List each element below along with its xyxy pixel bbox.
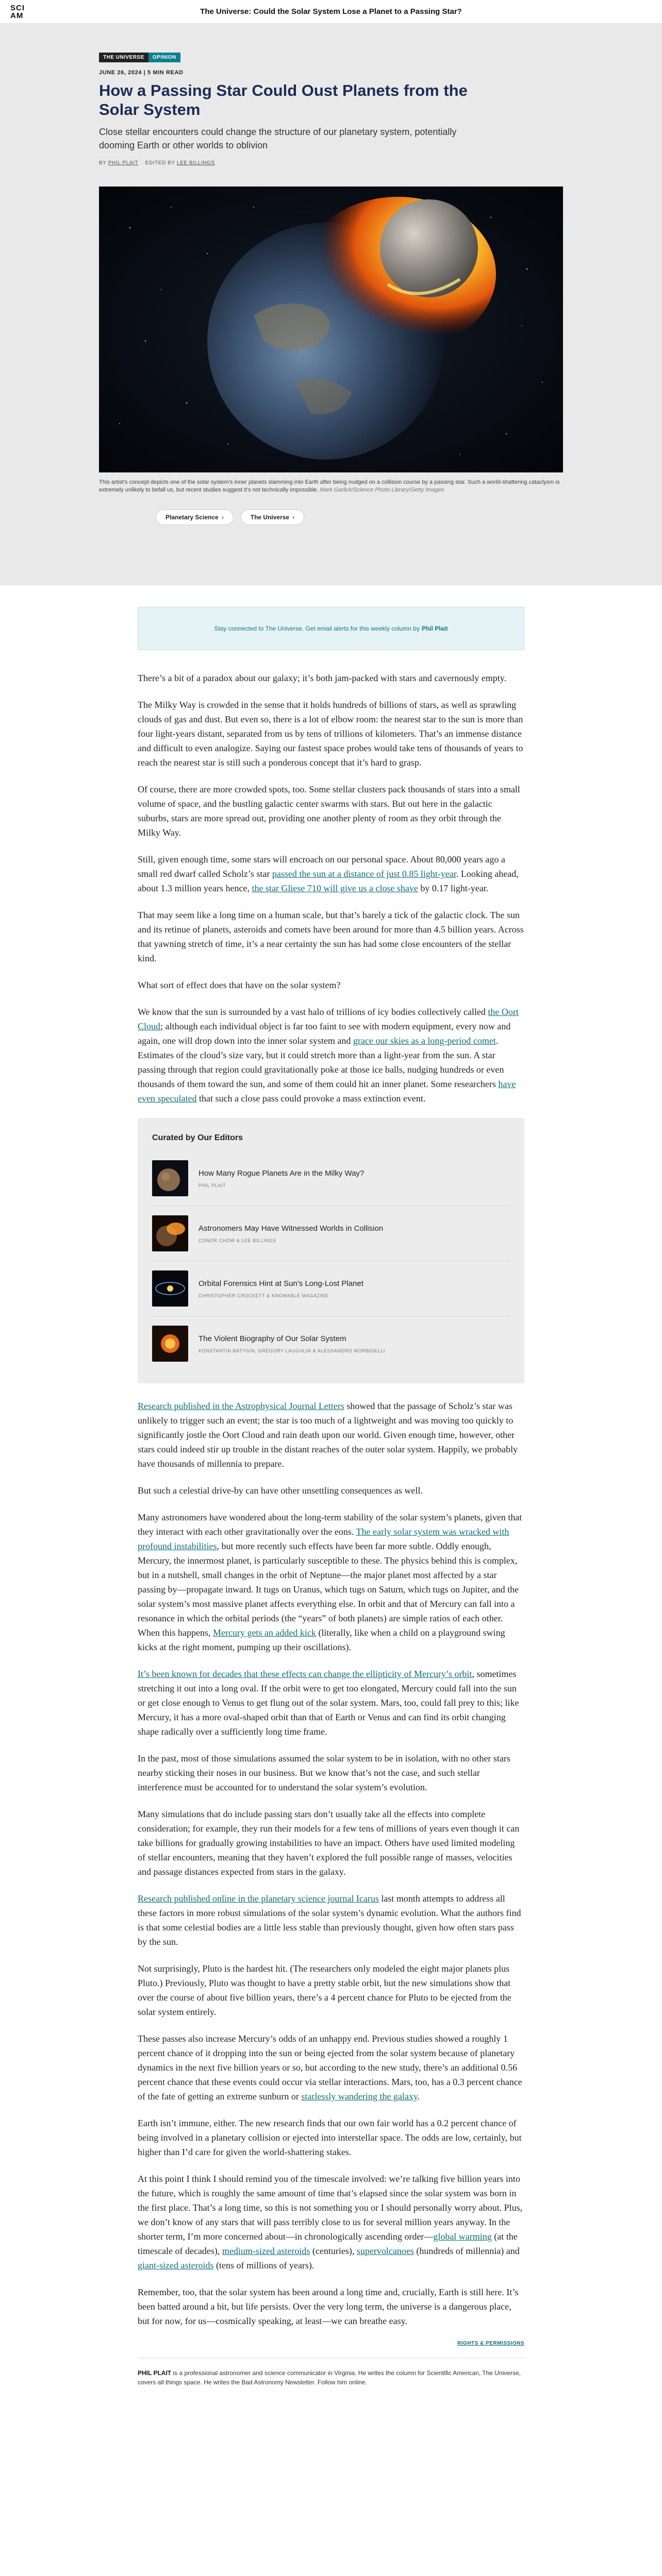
inline-link[interactable]: supervolcanoes — [356, 2246, 414, 2256]
tag-list — [99, 53, 563, 62]
text: last month attempts to address all these factors in more robust simulations of the solar system’s dynamic evolution. What the authors find is that some celestial bodies are a little less stable than previously thought, given how often stars pass by the sun. — [138, 1893, 521, 1947]
paragraph: Not surprisingly, Pluto is the hardest hit. (The researchers only modeled the eight major planets plus Pluto.) Previously, Pluto was thought to have a pretty stable orbit, but the new simulations show that over the course of about five billion years, there’s a 4 percent chance for Pluto to be ejected from the solar system entirely. — [138, 1963, 511, 2017]
caption-text: This artist’s concept depicts one of the solar system’s inner planets slamming into Earth after being nudged on a collision course by a passing star. Such a world-shattering cataclysm is extremely unlikely to befall us, but recent studies suggest it’s not technically impossible. — [99, 479, 560, 493]
editor-pick-title[interactable]: Astronomers May Have Witnessed Worlds in Collision — [198, 1224, 384, 1233]
paragraph: Earth isn’t immune, either. The new research finds that our own fair world has a 0.2 percent chance of being involved in a planetary collision or ejected into interstellar space. The odds are low, certainly, but higher than I’d care for given the world-shattering stakes. — [138, 2118, 522, 2157]
editor-pick-title[interactable]: Orbital Forensics Hint at Sun’s Long-Lost Planet — [198, 1279, 363, 1288]
newsletter-author[interactable]: Phil Plait — [421, 625, 448, 632]
text: (hundreds of millennia) and — [413, 2246, 520, 2256]
editor-pick-item[interactable] — [152, 1261, 510, 1316]
newsletter-signup-banner[interactable] — [138, 607, 524, 650]
inline-link[interactable]: grace our skies as a long-period comet — [353, 1036, 496, 1046]
inline-link[interactable]: Research published online in the planetary science journal Icarus — [138, 1893, 379, 1904]
inline-link[interactable]: global warming — [433, 2231, 492, 2242]
tag-column[interactable]: THE UNIVERSE — [99, 53, 148, 62]
editor-pick-author: KONSTANTIN BATYGIN, GREGORY LAUGHLIN & ALESSANDRO MORBIDELLI — [198, 1348, 385, 1353]
bio-author-name[interactable]: PHIL PLAIT — [138, 2369, 172, 2377]
inline-link[interactable]: passed the sun at a distance of just 0.85 light-year — [272, 869, 456, 879]
paragraph: That may seem like a long time on a human scale, but that’s barely a tick of the galactic clock. The sun and its retinue of planets, asteroids and comets have been around for more than 4.5 billion years. Across that yawning stretch of time, it’s a near certainty the sun has had some close encounters of the stellar kind. — [138, 910, 524, 963]
inline-link[interactable]: the star Gliese 710 will give us a close shave — [252, 883, 418, 893]
inline-link[interactable]: It’s been known for decades that these effects can change the ellipticity of Mercury’s orbit — [138, 1669, 472, 1679]
editor-pick-item[interactable] — [152, 1151, 510, 1206]
rogue-planet-thumbnail — [152, 1160, 188, 1196]
site-logo[interactable]: SCI AM — [10, 3, 25, 20]
text: We know that the sun is surrounded by a vast halo of trillions of icy bodies collectively called — [138, 1007, 488, 1017]
editors-heading: Curated by Our Editors — [152, 1133, 243, 1142]
paragraph: Of course, there are more crowded spots, too. Some stellar clusters pack thousands of stars into a small volume of space, and the bustling galactic center swarms with stars. But out here in the galactic suburbs, stars are more spread out, providing one another plenty of room as they orbit through the Milky Way. — [138, 784, 520, 838]
text: (tens of millions of years). — [213, 2260, 315, 2270]
editor-pick-title[interactable]: How Many Rogue Planets Are in the Milky Way? — [198, 1169, 365, 1178]
text: These passes also increase Mercury’s odds of an unhappy end. Previous studies showed a roughly 1 percent chance of it dropping into the sun or being ejected from the solar system because of planetary dynamics in the next five billion years or so, but according to the new study, there’s an additional 0.56 percent chance that these events could occur via stellar interactions. Mars, too, has a 0.3 percent chance of the fate of getting an extreme sunburn or — [138, 2033, 522, 2102]
text: by 0.17 light-year. — [418, 883, 489, 893]
text: Many astronomers have wondered about the long-term stability of the solar system’s planets, given that they interact with each other gravitationally over the eons. — [138, 1512, 522, 1537]
paragraph — [138, 1005, 524, 1106]
paragraph: What sort of effect does that have on the solar system? — [138, 980, 341, 990]
paragraph: But such a celestial drive-by can have other unsettling consequences as well. — [138, 1485, 423, 1496]
solar-system-thumbnail — [152, 1326, 188, 1362]
editor-prefix: EDITED BY — [145, 160, 175, 166]
paragraph: The Milky Way is crowded in the sense that it holds hundreds of billions of stars, as well as sprawling clouds of gas and dust. But even so, there is a lot of elbow room: the nearest star to the sun is more than four light-years distant, separated from us by tens of trillions of kilometers. That’s an immense distance and difficult to even analogize. Saying our fastest space probes would take tens of thousands of years to reach the nearest star is still such a ponderous concept that it’s hard to grasp. — [138, 700, 523, 768]
text: that such a close pass could provoke a mass extinction event. — [196, 1093, 426, 1104]
hero-image — [99, 187, 563, 472]
byline-prefix: BY — [99, 160, 107, 166]
text: (at the timescale of decades), — [138, 2231, 518, 2256]
byline — [99, 160, 563, 166]
top-bar — [0, 0, 662, 24]
editor-pick-item[interactable] — [152, 1206, 510, 1261]
paragraph — [138, 2031, 524, 2104]
paragraph — [138, 1510, 524, 1654]
text: . Estimates of the cloud’s size vary, but it could stretch more than a light-year from the sun. A star passing through that region could gravitationally poke at those ice balls, nudging hundreds or even thousands of them toward the sun, and some of them could hit an inner planet. Some researchers — [138, 1036, 504, 1089]
rights-permissions-link[interactable]: RIGHTS & PERMISSIONS — [457, 2341, 524, 2346]
article-hero — [0, 24, 662, 585]
paragraph — [138, 2172, 524, 2273]
author-bio — [138, 2358, 524, 2387]
text: Still, given enough time, some stars will encroach on our personal space. About 80,000 years ago a small red dwarf called Scholz’s star — [138, 854, 505, 879]
topic-chips — [99, 510, 563, 525]
author-link[interactable]: PHIL PLAIT — [108, 160, 138, 166]
planet-collision-illustration — [99, 187, 563, 472]
paragraph: Remember, too, that the solar system has been around a long time and, crucially, Earth is still here. It’s been batted around a bit, but life persists. Over the very long term, the universe is a dangerous place, but for now, for us—cosmically speaking, at least—we can breathe easy. — [138, 2287, 519, 2326]
paragraph — [138, 1891, 524, 1949]
inline-link[interactable]: giant-sized asteroids — [138, 2260, 214, 2270]
editor-pick-title[interactable]: The Violent Biography of Our Solar System — [198, 1334, 346, 1343]
inline-link[interactable]: The early solar system was wracked with profound instabilities — [138, 1527, 509, 1551]
collision-thumbnail — [152, 1215, 188, 1251]
editor-pick-author: CHRISTOPHER CROCKETT & KNOWABLE MAGAZINE — [198, 1293, 329, 1298]
chevron-right-icon: › — [292, 514, 295, 521]
chip-label: Planetary Science — [166, 514, 219, 521]
paragraph: There’s a bit of a paradox about our galaxy; it’s both jam-packed with stars and cavernously empty. — [138, 673, 507, 683]
inline-link[interactable]: the Oort Cloud — [138, 1007, 519, 1031]
editor-pick-item[interactable] — [152, 1316, 510, 1371]
inline-link[interactable]: have even speculated — [138, 1079, 516, 1104]
chevron-right-icon: › — [221, 514, 224, 521]
inline-link[interactable]: medium-sized asteroids — [222, 2246, 310, 2256]
headline: How a Passing Star Could Oust Planets from the Solar System — [99, 81, 468, 118]
editor-link[interactable]: LEE BILLINGS — [176, 160, 215, 166]
paragraph — [138, 1667, 524, 1739]
topbar-title: The Universe: Could the Solar System Lose a Planet to a Passing Star? — [200, 7, 462, 16]
text: , sometimes stretching it out into a long oval. If the orbit were to get too elongated, Mercury could fall into the sun or get close enough to Venus to get flung out of the solar system. Mars, too, could fall prey to this; like Mercury, it has a more oval-shaped orbit than that of Earth or Venus and can find its orbit changing shape radically over a sufficiently long time frame. — [138, 1669, 519, 1737]
editor-pick-author: CONOR CHOW & LEE BILLINGS — [198, 1238, 276, 1243]
inline-link[interactable]: Research published in the Astrophysical Journal Letters — [138, 1401, 344, 1411]
bio-text: is a professional astronomer and science communicator in Virginia. He writes the column for Scientific American, The Universe, covers all things space. He writes the Bad Astronomy Newsletter. Follow him online. — [138, 2369, 521, 2386]
tag-opinion[interactable]: OPINION — [148, 53, 180, 62]
topic-chip-the-universe[interactable] — [241, 510, 304, 525]
paragraph — [138, 1399, 524, 1471]
topic-chip-planetary-science[interactable] — [156, 510, 234, 525]
text: ; although each individual object is far too faint to see with modern equipment, every now and again, one will drop down into the inner solar system and — [138, 1021, 511, 1046]
newsletter-text: Stay connected to The Universe. Get email alerts for this weekly column by — [214, 625, 420, 632]
text: showed that the passage of Scholz’s star was unlikely to trigger such an event; the star is too much of a lightweight and was moving too quickly to significantly jostle the Oort Cloud and rain death upon our world. Given enough time, however, other stars could indeed stir up trouble in the distant reaches of the outer solar system. Happily, we probably have thousands of millennia to prepare. — [138, 1401, 518, 1469]
caption-credit: Mark Garlick/Science Photo Library/Getty Images — [320, 487, 444, 493]
inline-link[interactable]: starlessly wandering the galaxy — [301, 2091, 418, 2102]
text: (literally, like when a child on a playground swing kicks at the right moment, pumping up their oscillations). — [138, 1628, 505, 1652]
text: (centuries), — [310, 2246, 357, 2256]
curated-by-editors — [138, 1118, 524, 1383]
orbital-thumbnail — [152, 1270, 188, 1307]
editor-pick-author: PHIL PLAIT — [198, 1183, 226, 1188]
article-body — [138, 671, 524, 2387]
paragraph: Many simulations that do include passing stars don’t usually take all the effects into complete consideration; for example, they run their models for a few tens of millions of years even though it can take billions for gradually growing instabilities to have an impact. Others have used limited modeling of stellar encounters, meaning that they haven’t explored the full possible range of masses, velocities and passage distances expected from stars in the galaxy. — [138, 1809, 520, 1877]
paragraph: In the past, most of those simulations assumed the solar system to be in isolation, with no other stars nearby sticking their noses in our business. But we know that’s not the case, and such stellar interference must be accounted for to understand the solar system’s evolution. — [138, 1753, 510, 1792]
image-caption — [99, 479, 563, 494]
chip-label: The Universe — [250, 514, 290, 521]
inline-link[interactable]: Mercury gets an added kick — [212, 1628, 316, 1638]
text: , but more recently such effects have been far more subtle. Oddly enough, Mercury, the innermost planet, is particularly susceptible to these. The physics behind this is complex, but in a nutshell, small changes in the orbit of Neptune—the major planet most affected by a star passing by—propagate inward. It tugs on Uranus, which tugs on Saturn, which tugs on Jupiter, and the solar system’s most massive planet affects everything else. In orbit and that of Mercury can fall into a resonance in which the orbital periods (the “years” of both planets) are simple ratios of each other. When this happens, — [138, 1541, 519, 1638]
text: . — [417, 2091, 420, 2102]
text: At this point I think I should remind you of the timescale involved: we’re talking five billion years into the future, which is roughly the same amount of time that’s elapsed since the solar system was born in the first place. That’s a long time, so this is not something you or I should personally worry about. Plus, we don’t know of any stars that will pass terribly close to us for several million years anyway. In the shorter term, I’m more concerned about—in chronologically ascending order— — [138, 2174, 523, 2242]
paragraph — [138, 852, 524, 895]
dek: Close stellar encounters could change the structure of our planetary system, potentially dooming Earth or other worlds to oblivion — [99, 127, 457, 150]
text: . Looking ahead, about 1.3 million years hence, — [138, 869, 519, 893]
date-readtime: JUNE 26, 2024 | 5 MIN READ — [99, 70, 184, 76]
